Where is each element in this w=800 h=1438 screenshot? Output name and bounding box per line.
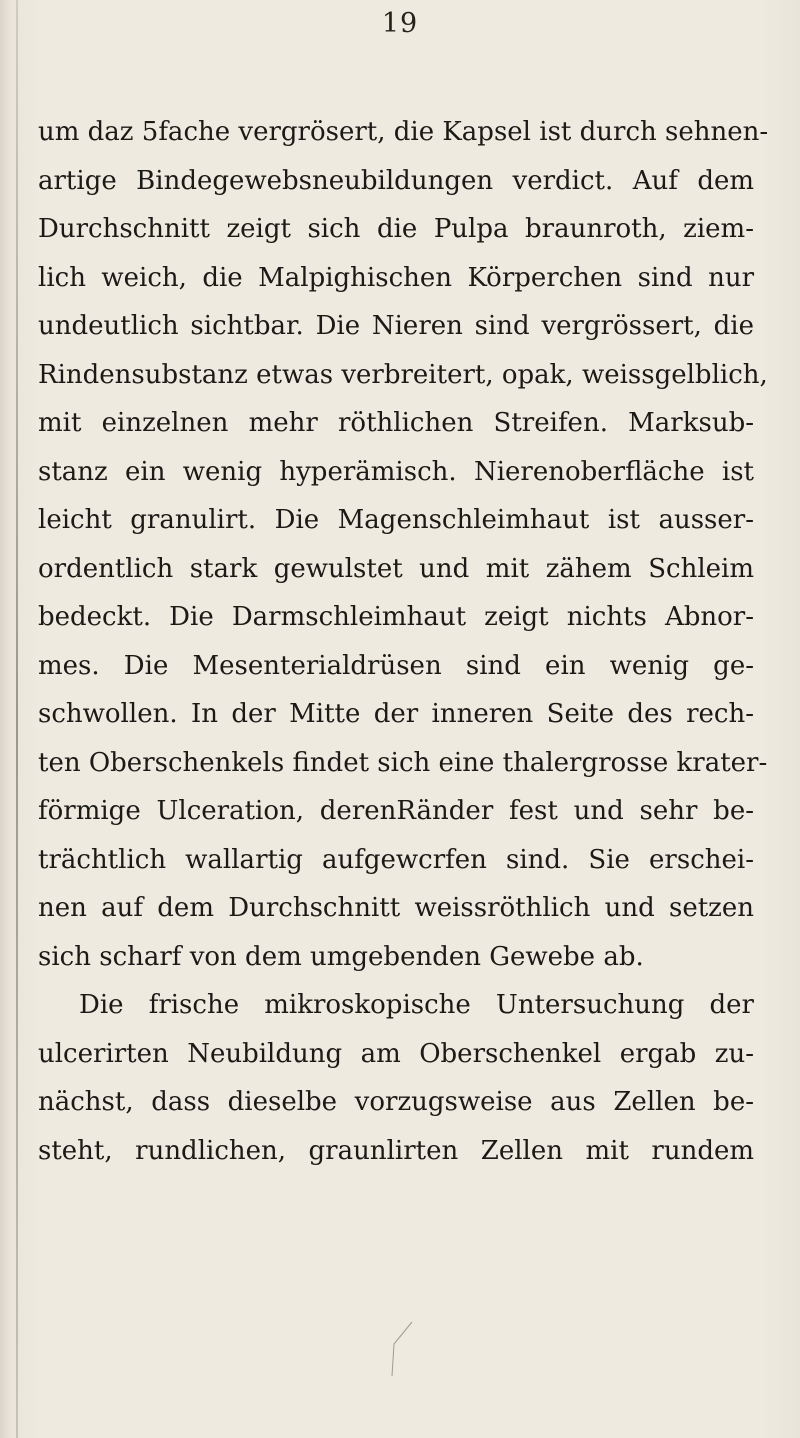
pencil-mark bbox=[388, 1318, 418, 1378]
text-line: leicht granulirt. Die Magenschleimhaut ist ausser- bbox=[38, 505, 754, 535]
text-line: ulcerirten Neubildung am Oberschenkel ergab zu- bbox=[38, 1038, 754, 1069]
text-line: stanz ein wenig hyperämisch. Nierenoberfläche ist bbox=[38, 456, 754, 487]
text-line: mes. Die Mesenterialdrüsen sind ein wenig ge- bbox=[38, 650, 754, 681]
text-line: lich weich, die Malpighischen Körperchen sind nur bbox=[38, 262, 754, 293]
text-line: schwollen. In der Mitte der inneren Seite des rech- bbox=[38, 699, 754, 729]
body-text bbox=[38, 108, 769, 1175]
text-line: nächst, dass dieselbe vorzugsweise aus Zellen be- bbox=[38, 1087, 754, 1117]
page-number: 19 bbox=[381, 8, 419, 39]
text-line: undeutlich sichtbar. Die Nieren sind vergrössert, die bbox=[38, 311, 754, 341]
text-line: ten Oberschenkels findet sich eine thalergrosse krater- bbox=[38, 747, 768, 778]
text-line: bedeckt. Die Darmschleimhaut zeigt nichts Abnor- bbox=[38, 602, 754, 632]
text-line: sich scharf von dem umgebenden Gewebe ab. bbox=[38, 941, 644, 972]
text-line: artige Bindegewebsneubildungen verdict. Auf dem bbox=[38, 165, 754, 196]
text-line: förmige Ulceration, derenRänder fest und sehr be- bbox=[38, 796, 754, 826]
text-line: Die frische mikroskopische Untersuchung der bbox=[79, 990, 754, 1020]
text-line: mit einzelnen mehr röthlichen Streifen. Marksub- bbox=[38, 408, 754, 438]
text-line: Durchschnitt zeigt sich die Pulpa braunroth, ziem- bbox=[38, 214, 754, 244]
text-line: Rindensubstanz etwas verbreitert, opak, weissgelblich, bbox=[38, 359, 768, 390]
text-line: trächtlich wallartig aufgewcrfen sind. Sie erschei- bbox=[38, 844, 754, 875]
text-line: ordentlich stark gewulstet und mit zähem Schleim bbox=[38, 553, 754, 584]
text-line: um daz 5fache vergrösert, die Kapsel ist durch sehnen- bbox=[38, 117, 769, 147]
text-line: steht, rundlichen, graunlirten Zellen mit rundem bbox=[38, 1135, 754, 1166]
text-line: nen auf dem Durchschnitt weissröthlich und setzen bbox=[38, 893, 754, 923]
binding-gutter bbox=[16, 0, 18, 1438]
